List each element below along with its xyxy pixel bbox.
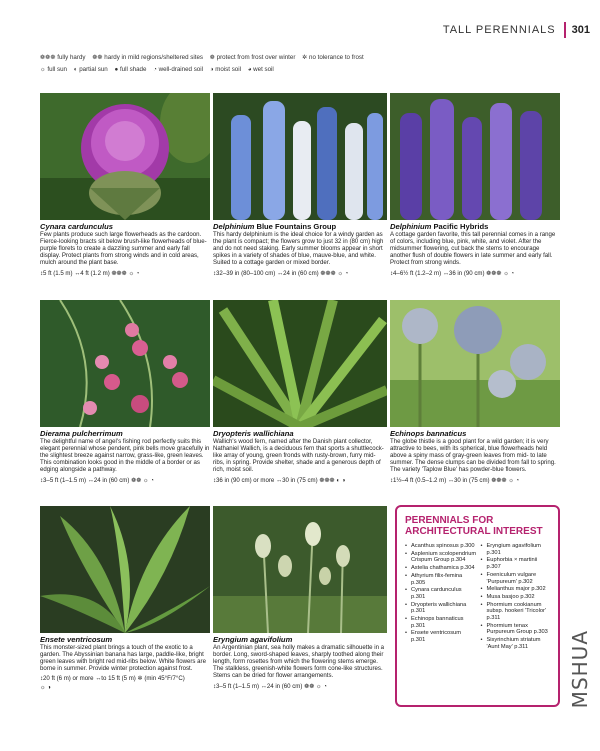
page-number: 301 — [571, 24, 590, 36]
legend-item: ❁❁❁ fully hardy — [40, 54, 86, 61]
plant-name: Echinops bannaticus — [390, 429, 467, 438]
photo-eryngium-agavifolium — [213, 506, 387, 633]
plant-name: Delphinium Pacific Hybrids — [390, 222, 489, 231]
list-item: • Acanthus spinosus p.300 — [405, 543, 475, 549]
plant-specs: ↕3–5 ft (1–1.5 m) ↔24 in (60 cm) ❁❁ ☼ ◔ — [213, 682, 327, 690]
legend-item: ❁❁ hardy in mild regions/sheltered sites — [92, 54, 204, 61]
list-item: • Euphorbia × martinii p.307 — [480, 557, 538, 571]
list-item: • Echinops bannaticus p.301 — [405, 616, 464, 629]
plant-entry — [40, 223, 210, 277]
plant-name: Eryngium agavifolium — [213, 635, 293, 644]
box-column-left — [405, 543, 477, 652]
list-item: • Cynara cardunculus p.301 — [405, 587, 462, 600]
photo-echinops-bannaticus — [390, 300, 560, 427]
list-item: • Eryngium agavifolium p.301 — [480, 543, 541, 556]
plant-description: This monster-sized plant brings a touch of the exotic to a garden. The Abyssinian banana has large, paddle-like, bright green leaves with bright red mid-ribs below. White flowers are borne in summer. Provide winter protection against frost. — [40, 644, 206, 673]
plant-specs: ↕3–5 ft (1–1.5 m) ↔24 in (60 cm) ❁❁ ☼ ◔ — [40, 476, 154, 484]
plant-specs: ↕36 in (90 cm) or more ↔30 in (75 cm) ❁❁❁ ◐ ◑ — [213, 476, 346, 484]
watermark: MSHUA — [568, 630, 592, 709]
list-item: • Ensete ventricosum p.301 — [405, 630, 461, 644]
box-column-right — [481, 543, 553, 652]
plant-entry — [213, 223, 387, 277]
legend-item: ◐ partial sun — [73, 66, 108, 73]
legend-item: ◑ moist soil — [209, 66, 241, 73]
photo-dierama-pulcherrimum — [40, 300, 210, 427]
plant-specs-continued: ☼ ◑ — [40, 683, 51, 691]
list-item: • Musa basjoo p.302 — [480, 593, 535, 600]
list-item: • Dryopteris wallichiana p.301 — [405, 601, 467, 615]
plant-name: Delphinium Blue Fountains Group — [213, 222, 337, 231]
list-item: • Astelia chathamica p.304 — [405, 565, 475, 572]
photo-ensete-ventricosum — [40, 506, 210, 633]
plant-description: This hardy delphinium is the ideal choice for a windy garden as the plant is compact; the flowers grow to just 32 in (80 cm) high and do not need staking. Early summer blooms appear in short spikes in a variety of shades of blue, mauve-blue, and white. Suited to a cottage garden or mixed border. — [213, 231, 384, 267]
architectural-interest-box — [395, 505, 560, 707]
plant-entry — [390, 223, 560, 277]
photo-dryopteris-wallichiana — [213, 300, 387, 427]
legend-item: ☼ full sun — [40, 66, 67, 73]
list-item: • Asplenium scolopendrium Crispum Group p.304 — [405, 550, 477, 564]
photo-delphinium-pacific-hybrids — [390, 93, 560, 220]
plant-specs: ↕4–6½ ft (1.2–2 m) ↔36 in (90 cm) ❁❁❁ ☼ ◔ — [390, 269, 515, 277]
plant-name: Dierama pulcherrimum — [40, 429, 123, 438]
plant-description: Wallich's wood fern, named after the Danish plant collector, Nathaniel Wallich, is a deciduous fern that sports a shuttlecock-like array of young, green fronds with rusty-brown, furry mid-ribs, in spring. Provide shelter, shade and a generous depth of rich, moist soil. — [213, 438, 384, 474]
plant-entry — [40, 636, 210, 691]
section-title: TALL PERENNIALS — [442, 24, 556, 36]
plant-name: Cynara cardunculus — [40, 222, 114, 231]
legend-item: ❁ protect from frost over winter — [209, 54, 296, 61]
plant-entry — [390, 430, 560, 484]
plant-description: Few plants produce such large flowerheads as the cardoon. Fierce-looking bracts sit below brush-like flowerheads of blue-purple florets to create a dazzling summer and early fall display. Protect plants from strong winds and in cold areas, mulch around the plant base. — [40, 231, 207, 267]
plant-description: A cottage garden favorite, this tall perennial comes in a range of colors, including blue, pink, white, and violet. After the midsummer flowering, cut back the stems to encourage another flush of double flowers in late summer and early fall. Protect from strong winds. — [390, 231, 556, 267]
hardiness-legend — [40, 54, 369, 61]
legend-item: ✲ no tolerance to frost — [302, 54, 364, 61]
legend-item: ◔ well-drained soil — [153, 66, 203, 73]
plant-name: Dryopteris wallichiana — [213, 429, 294, 438]
plant-description: The globe thistle is a good plant for a wild garden; it is very attractive to bees, with its spherical, blue flowerheads held above a spiny mass of gray-green leaves from mid- to late summer. The dense clumps can be divided from fall to spring. The variety 'Taplow Blue' has powder-blue flowers. — [390, 438, 556, 474]
list-item: • Melianthus major p.302 — [480, 586, 546, 593]
plant-name: Ensete ventricosum — [40, 635, 113, 644]
list-item: • Foeniculum vulgare 'Purpureum' p.302 — [480, 571, 537, 585]
legend-item: ◕ wet soil — [247, 66, 274, 73]
plant-specs: ↕5 ft (1.5 m) ↔4 ft (1.2 m) ❁❁❁ ☼ ◔ — [40, 269, 140, 277]
photo-cynara-cardunculus — [40, 93, 210, 220]
conditions-legend — [40, 66, 279, 73]
plant-entry — [213, 636, 387, 690]
list-item: • Sisyrinchium striatum 'Aunt May' p.311 — [480, 637, 541, 650]
plant-specs: ↕20 ft (6 m) or more ↔to 15 ft (5 m) ✲ (min 45°F/7°C) — [40, 675, 185, 683]
box-title: PERENNIALS FOR ARCHITECTURAL INTEREST — [405, 515, 543, 537]
legend-item: ● full shade — [114, 66, 147, 73]
plant-description: An Argentinian plant, sea holly makes a dramatic silhouette in a border. Long, sword-shaped leaves, sharply toothed along their length, form rosettes from which the flowering stems emerge. The stalkless, greenish-white flowers form cone-like structures. Stems can be dried for flower arrangements. — [213, 644, 385, 680]
list-item: • Athyrium filix-femina p.305 — [405, 572, 463, 586]
plant-description: The delightful name of angel's fishing rod perfectly suits this elegant perennial whose pendent, pink bells move gracefully in the slightest breeze against narrow, grass-like, green leaves. This combination looks good in the middle of a border or as edging alongside a pathway. — [40, 438, 210, 474]
plant-entry — [40, 430, 210, 484]
plant-specs: ↕1½–4 ft (0.5–1.2 m) ↔30 in (75 cm) ❁❁❁ ☼ ◔ — [390, 476, 520, 484]
list-item: • Phormium cookianum subsp. hookeri 'Tricolor' p.311 — [480, 601, 546, 622]
list-item: • Phormium tenax Purpureum Group p.303 — [480, 622, 548, 636]
plant-specs: ↕32–39 in (80–100 cm) ↔24 in (60 cm) ❁❁❁ ☼ ◔ — [213, 269, 349, 277]
photo-delphinium-blue-fountains — [213, 93, 387, 220]
plant-entry — [213, 430, 387, 484]
page-header — [443, 22, 590, 38]
